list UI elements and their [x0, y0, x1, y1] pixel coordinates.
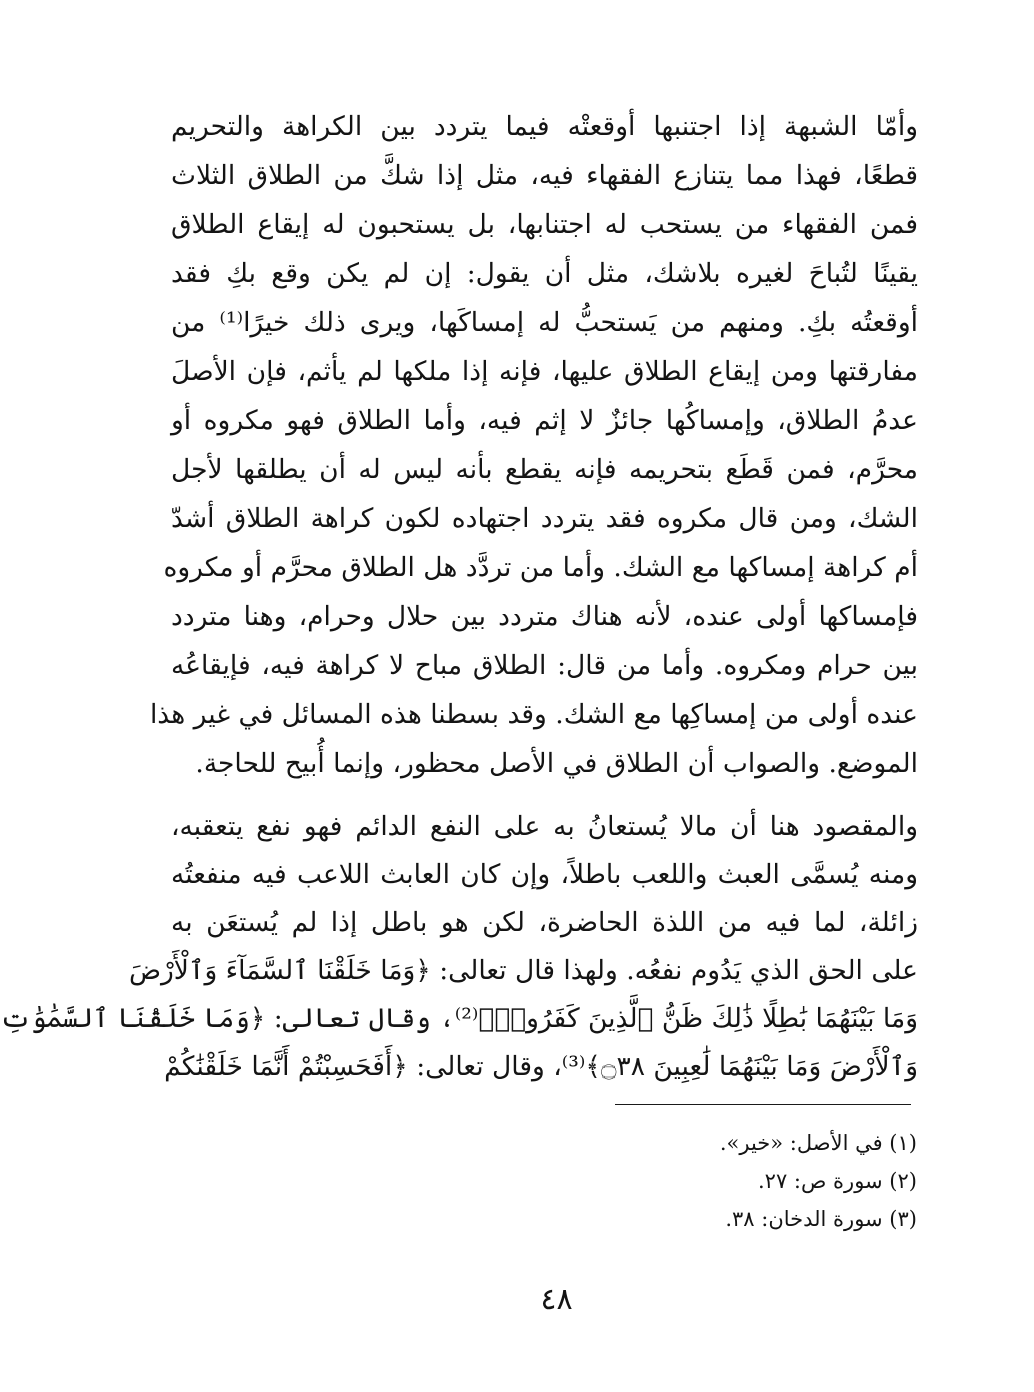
text-line: قطعًا، فهذا مما يتنازع الفقهاء فيه، مثل إذا شكَّ من الطلاق الثلاث [171, 160, 918, 191]
text-line: على الحق الذي يَدُوم نفعُه. ولهذا قال تعالى: ﴿وَمَا خَلَقْنَا ٱلسَّمَآءَ وَٱلْأَرْضَ [128, 955, 918, 986]
text-line: عنده أولى من إمساكِها مع الشك. وقد بسطنا هذه المسائل في غير هذا [149, 699, 918, 730]
footnote-divider [615, 1104, 911, 1105]
text-line: الشك، ومن قال مكروه فقد يتردد اجتهاده لكون كراهة الطلاق أشدّ [171, 503, 918, 534]
text-line: الموضع. والصواب أن الطلاق في الأصل محظور، وإنما أُبيح للحاجة. [195, 748, 918, 779]
text-line: فإمساكها أولى عنده، لأنه هناك متردد بين حلال وحرام، وهنا متردد [171, 601, 918, 632]
text-line: أم كراهة إمساكها مع الشك. وأما من تردَّد هل الطلاق محرَّم أو مكروه [163, 552, 918, 583]
text-line: زائلة، لما فيه من اللذة الحاضرة، لكن هو باطل إذا لم يُستعَن به [171, 907, 918, 938]
text-line: وَٱلْأَرْضَ وَمَا بَيْنَهُمَا لَٰعِبِينَ ۝٣٨﴾⁽³⁾، وقال تعالى: ﴿أَفَحَسِبْتُمْ أَنَّمَا خَلَقْنَٰكُمْ [164, 1051, 918, 1082]
text-line: بين حرام ومكروه. وأما من قال: الطلاق مباح لا كراهة فيه، فإيقاعُه [171, 650, 918, 681]
text-line: والمقصود هنا أن مالا يُستعانُ به على النفع الدائم فهو نفع يتعقبه، [171, 811, 918, 842]
text-line: يقينًا لتُباحَ لغيره بلاشك، مثل أن يقول: إن لم يكن وقع بكِ فقد [171, 258, 918, 289]
text-line: محرَّم، فمن قَطَع بتحريمه فإنه يقطع بأنه ليس له أن يطلقها لأجل [171, 454, 918, 485]
text-line: وَمَا بَيْنَهُمَا بَٰطِلًا ذَٰلِكَ ظَنُّ ٱلَّذِينَ كَفَرُوا۟﴾⁽²⁾، وقال تعالى: ﴿وَمَا خَلَقْنَا ٱلسَّمَٰوَٰتِ [0, 1003, 918, 1034]
text-line: عدمُ الطلاق، وإمساكُها جائزٌ لا إثم فيه، وأما الطلاق فهو مكروه أو [171, 405, 918, 436]
footnote-2: (٢) سورة ص: ٢٧. [757, 1169, 917, 1193]
text-line: فمن الفقهاء من يستحب له اجتنابها، بل يستحبون له إيقاع الطلاق [171, 209, 918, 240]
text-line: وأمّا الشبهة إذا اجتنبها أوقعتْه فيما يتردد بين الكراهة والتحريم [171, 111, 918, 142]
text-line: أوقعتُه بكِ. ومنهم من يَستحبُّ له إمساكَها، ويرى ذلك خيرًا⁽¹⁾ من [171, 307, 918, 338]
page-number: ٤٨ [540, 1282, 573, 1317]
footnote-3: (٣) سورة الدخان: ٣٨. [725, 1207, 917, 1231]
text-line: مفارقتها ومن إيقاع الطلاق عليها، فإنه إذا ملكها لم يأثم، فإن الأصلَ [171, 356, 918, 387]
footnote-1: (١) في الأصل: «خير». [719, 1131, 917, 1155]
text-line: ومنه يُسمَّى العبث واللعب باطلاً، وإن كان العابث اللاعب فيه منفعتُه [171, 859, 918, 890]
